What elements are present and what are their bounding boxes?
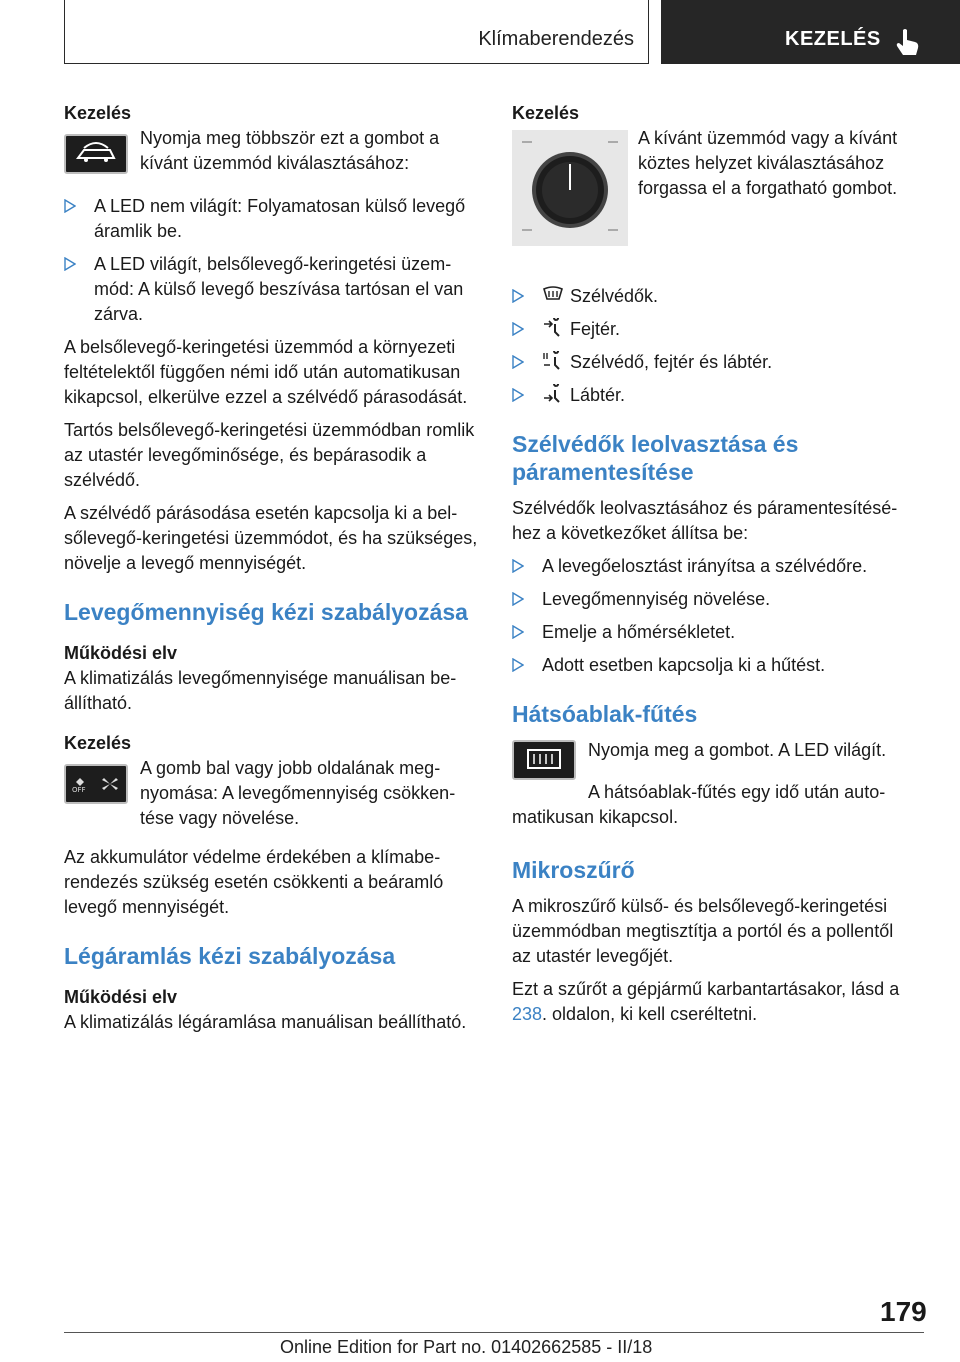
kezeles-text: A gomb bal vagy jobb oldalának megnyomása: A levegőmennyiség csökkentése vagy növelése. [140, 758, 456, 828]
principle-text: A klimatizálás levegőmennyisége manuálisan beállítható. [64, 668, 457, 713]
filter-reference [512, 977, 916, 1027]
list-item [512, 317, 916, 342]
footer-divider [64, 1332, 924, 1333]
page-number: 179 [880, 1296, 927, 1327]
list-arrow-icon [512, 388, 524, 402]
header-section-box [64, 0, 649, 64]
paragraph: A belsőlevegő-keringetési üzemmód a környezeti feltételektől függően némi idő után automatikusan kikapcsol, elkerülve ezzel a szélvédő párasodását. [64, 337, 468, 407]
mode-label: Szélvédők. [570, 286, 659, 306]
footwell-icon [542, 384, 564, 404]
right-column [512, 100, 916, 1035]
principle-heading: Működési elv [64, 987, 178, 1007]
rear-heating-text: Nyomja meg a gombot. A LED világít. [588, 740, 887, 760]
list-item [512, 383, 916, 408]
filter-text: A mikroszűrő külső- és belsőlevegő-keringetési üzemmódban megtisztítja a portól és a pollentől az utastér levegőjét. [512, 896, 894, 966]
list-arrow-icon [512, 625, 524, 639]
list-item-text: Adott esetben kapcsolja ki a hűtést. [542, 655, 826, 675]
paragraph: A szélvédő párásodása esetén kapcsolja ki a belsőlevegő-keringetési üzemmódot, és ha szükséges, növelje a levegő mennyiségét. [64, 503, 478, 573]
pointing-hand-icon [892, 28, 922, 56]
kezeles-heading: Kezelés [64, 103, 132, 123]
list-item [512, 620, 916, 645]
list-item [512, 284, 916, 309]
windshield-icon [542, 285, 564, 305]
car-recirculation-icon [66, 136, 126, 172]
mode-label: Lábtér. [570, 385, 626, 405]
principle-heading: Működési elv [64, 643, 178, 663]
kezeles-text: Nyomja meg többször ezt a gombot a kívánt üzemmód kiválasztásához: [140, 128, 440, 173]
footer-edition: Online Edition for Part no. 01402662585 - II/18 [280, 1337, 653, 1357]
windshield-head-foot-icon [542, 351, 564, 371]
header-section-title: Klímaberendezés [478, 28, 634, 50]
list-arrow-icon [512, 559, 524, 573]
rotary-knob-icon [512, 130, 628, 246]
list-arrow-icon [64, 257, 76, 271]
section-heading-air-amount: Levegőmennyiség kézi szabályozása [64, 599, 468, 625]
list-item-text: Emelje a hőmérsékletet. [542, 622, 736, 642]
list-item-text: A LED világít, belsőlevegő-keringetési üzemmód: A külső levegő beszívása tartósan el van zárva. [94, 254, 464, 324]
list-arrow-icon [64, 199, 76, 213]
list-item [512, 350, 916, 375]
mode-label: Szélvédő, fejtér és lábtér. [570, 352, 773, 372]
section-heading-rear-heating: Hátsóablak-fűtés [512, 701, 698, 727]
principle-text: A klimatizálás légáramlása manuálisan beállítható. [64, 1012, 467, 1032]
list-item [512, 554, 916, 579]
kezeles-heading: Kezelés [64, 733, 132, 753]
head-area-icon [542, 318, 564, 338]
list-arrow-icon [512, 592, 524, 606]
list-item-text: A levegőelosztást irányítsa a szélvédőre. [542, 556, 868, 576]
rear-heating-text-2: A hátsóablak-fűtés egy idő után automatikusan kikapcsol. [512, 782, 886, 827]
defrost-intro: Szélvédők leolvasztásához és páramentesítéséhez a következőket állítsa be: [512, 498, 898, 543]
list-arrow-icon [512, 322, 524, 336]
paragraph: Tartós belsőlevegő-keringetési üzemmódban romlik az utastér levegőminősége, és bepárasodik a szélvédő. [64, 420, 475, 490]
mode-label: Fejtér. [570, 319, 621, 339]
recirculation-button-image [64, 134, 128, 174]
list-item [64, 194, 478, 244]
filter-ref-after: . oldalon, ki kell cseréltetni. [542, 1004, 758, 1024]
fan-icon [66, 766, 126, 802]
section-heading-microfilter: Mikroszűrő [512, 857, 635, 883]
list-arrow-icon [512, 355, 524, 369]
list-item-text: A LED nem világít: Folyamatosan külső levegő áramlik be. [94, 196, 466, 241]
list-item [512, 587, 916, 612]
list-item [512, 653, 916, 678]
off-label: OFF [72, 786, 86, 794]
list-item-text: Levegőmennyiség növelése. [542, 589, 771, 609]
section-heading-defrost: Szélvédők leolvasztása és páramentesítése [512, 431, 799, 485]
header-chapter-title: KEZELÉS [785, 28, 881, 50]
rotary-knob-image [512, 130, 628, 246]
list-arrow-icon [512, 658, 524, 672]
rear-heating-button-image [512, 740, 576, 780]
paragraph: Az akkumulátor védelme érdekében a klímaberendezés szükség esetén csökkenti a beáramló levegő mennyiségét. [64, 847, 444, 917]
rear-window-heating-icon [514, 742, 574, 778]
kezeles-text: A kívánt üzemmód vagy a kívánt köztes helyzet kiválasztásához forgassa el a forgatható gombot. [638, 128, 898, 198]
left-column [64, 100, 478, 1043]
kezeles-heading: Kezelés [512, 103, 580, 123]
fan-button-image [64, 764, 128, 804]
page-link-238[interactable]: 238 [512, 1004, 543, 1024]
section-heading-airflow: Légáramlás kézi szabályozása [64, 943, 396, 969]
list-item [64, 252, 478, 327]
list-arrow-icon [512, 289, 524, 303]
filter-ref-before: Ezt a szűrőt a gépjármű karbantartásakor, lásd a [512, 979, 900, 999]
